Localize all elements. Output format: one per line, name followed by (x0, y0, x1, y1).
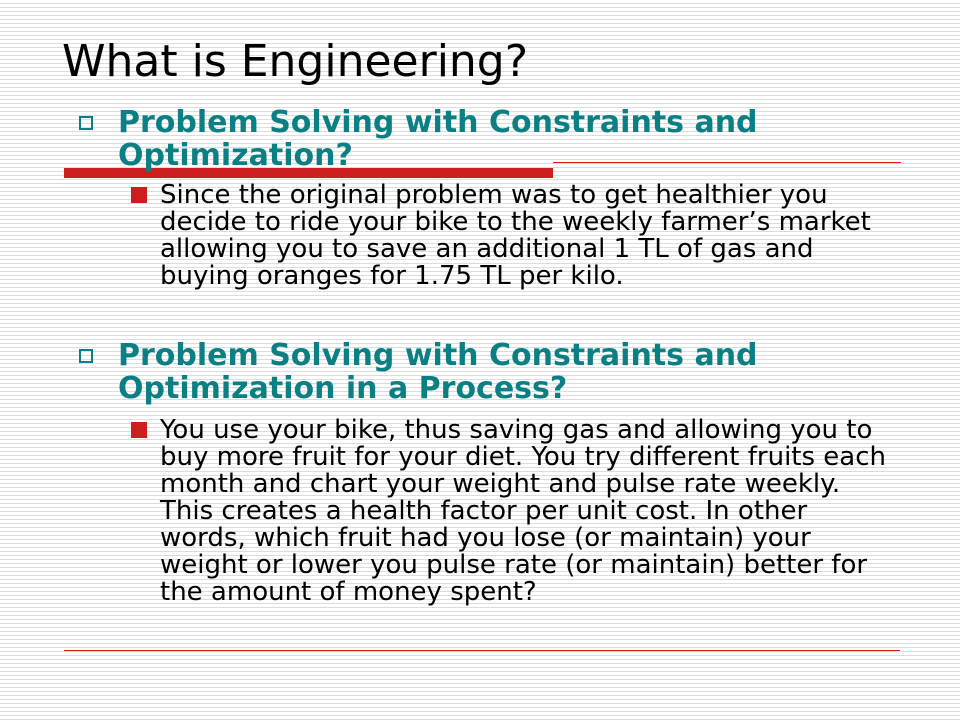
filled-square-bullet-icon (131, 422, 147, 438)
hollow-square-bullet-icon (79, 349, 93, 363)
section-heading: Problem Solving with Constraints and Optimization? (118, 105, 758, 173)
hollow-square-bullet-icon (79, 116, 93, 130)
section-point: You use your bike, thus saving gas and allowing you to buy more fruit for your diet. You try different fruits each month and chart your weight and pulse rate weekly. This creates a health factor per unit cost. In other words, which fruit had you lose (or maintain) your weight or lower you pulse rate (or maintain) better for the amount of money spent? (160, 415, 886, 607)
filled-square-bullet-icon (131, 187, 147, 203)
slide-title: What is Engineering? (62, 36, 529, 87)
section-point: Since the original problem was to get healthier you decide to ride your bike to the weekly farmer’s market allowing you to save an additional 1 TL of gas and buying oranges for 1.75 TL per kilo. (160, 180, 871, 291)
section-heading: Problem Solving with Constraints and Optimization in a Process? (118, 338, 758, 406)
footer-rule (64, 650, 900, 651)
